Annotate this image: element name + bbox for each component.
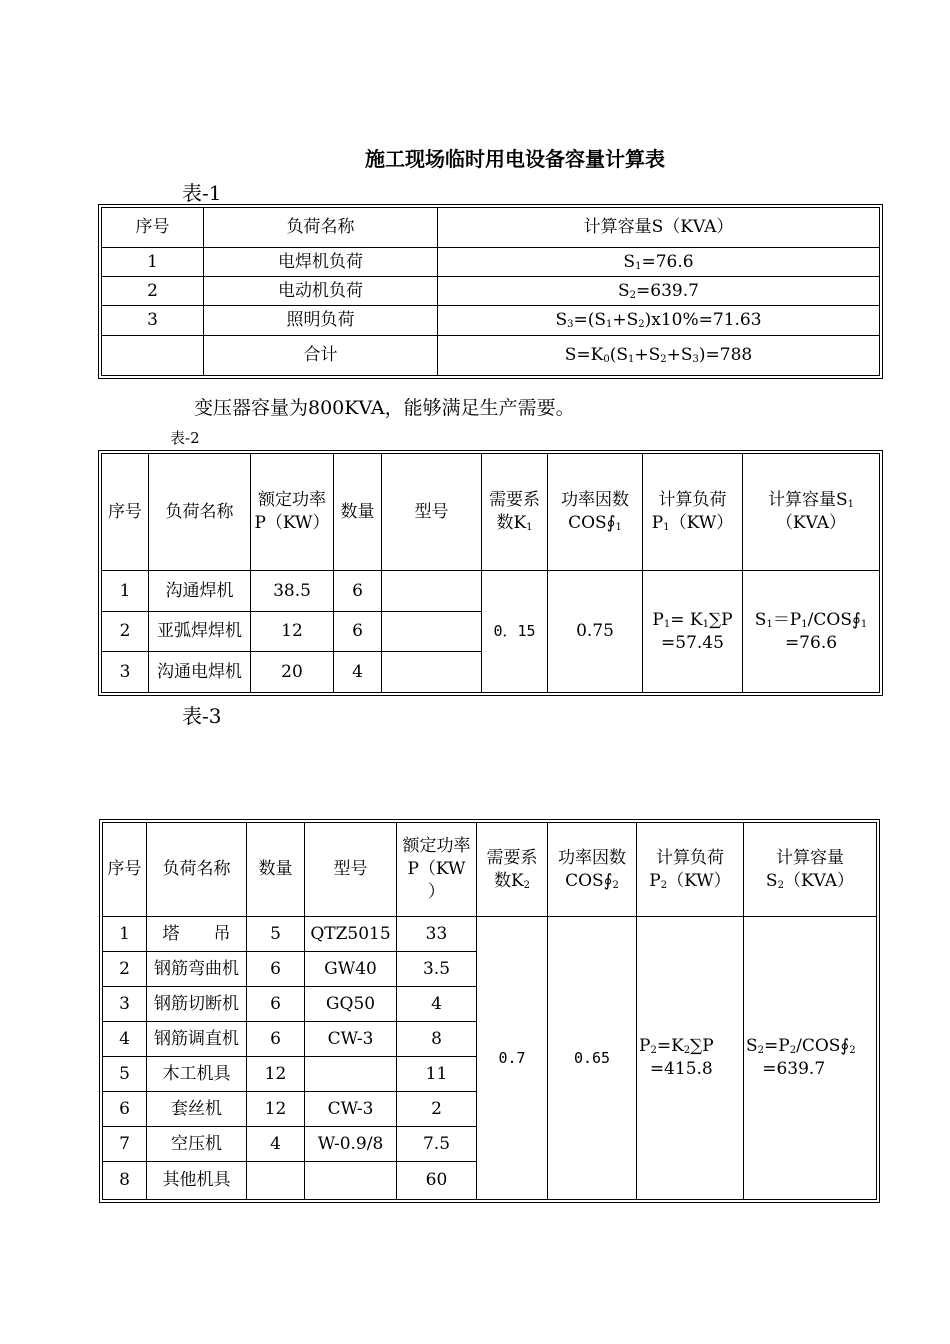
cell-no: 3 — [102, 306, 204, 336]
cell-quantity: 4 — [334, 652, 382, 693]
cell-name: 沟通焊机 — [149, 571, 251, 612]
cell-power: 33 — [397, 917, 477, 952]
cell-power-factor: 0.65 — [548, 917, 637, 1200]
header-quantity: 数量 — [334, 454, 382, 571]
cell-formula: $S_1=76.6$ — [438, 248, 880, 277]
table-2-label: 表-2 — [170, 429, 200, 447]
cell-name: 空压机 — [147, 1127, 247, 1162]
table-row — [102, 248, 880, 277]
cell-no: 7 — [103, 1127, 147, 1162]
cell-no: 1 — [102, 248, 204, 277]
cell-no: 3 — [103, 987, 147, 1022]
header-no: 序号 — [102, 454, 149, 571]
table-row — [103, 917, 877, 952]
cell-no: 1 — [102, 571, 149, 612]
cell-quantity: 5 — [247, 917, 305, 952]
cell-name: 其他机具 — [147, 1162, 247, 1200]
cell-model — [382, 652, 482, 693]
cell-power: 7.5 — [397, 1127, 477, 1162]
cell-power: 3.5 — [397, 952, 477, 987]
cell-model — [382, 612, 482, 652]
cell-quantity: 12 — [247, 1092, 305, 1127]
cell-power: 12 — [251, 612, 334, 652]
cell-power-factor: 0.75 — [548, 571, 643, 693]
cell-no: 8 — [103, 1162, 147, 1200]
cell-name: 木工机具 — [147, 1057, 247, 1092]
table-row-total — [102, 336, 880, 376]
header-load-name: 负荷名称 — [204, 208, 438, 248]
cell-no: 6 — [103, 1092, 147, 1127]
cell-name: 电焊机负荷 — [204, 248, 438, 277]
header-demand-factor: 需要系 数$K_1$ — [482, 454, 548, 571]
table-row — [102, 571, 880, 612]
cell-name: 合计 — [204, 336, 438, 376]
header-load-name: 负荷名称 — [149, 454, 251, 571]
cell-power: 2 — [397, 1092, 477, 1127]
cell-name: 亚弧焊焊机 — [149, 612, 251, 652]
document-title: 施工现场临时用电设备容量计算表 — [365, 147, 665, 171]
cell-model — [382, 571, 482, 612]
table-3 — [102, 822, 877, 1200]
header-capacity: 计算容量S（KVA） — [438, 208, 880, 248]
table-3-header — [103, 823, 877, 917]
cell-power: 11 — [397, 1057, 477, 1092]
cell-no: 5 — [103, 1057, 147, 1092]
header-model: 型号 — [305, 823, 397, 917]
header-demand-factor: 需要系 数$K_2$ — [477, 823, 548, 917]
header-rated-power: 额定功率 P（KW ） — [397, 823, 477, 917]
header-no: 序号 — [103, 823, 147, 917]
cell-model: QTZ5015 — [305, 917, 397, 952]
cell-name: 钢筋调直机 — [147, 1022, 247, 1057]
cell-calc-load: $P_1= K_1\sum P$ =57.45 — [643, 571, 743, 693]
header-calc-load: 计算负荷 $P_2(KW)$ — [637, 823, 744, 917]
header-power-factor: 功率因数 $COS∮_1$ — [548, 454, 643, 571]
cell-model: CW-3 — [305, 1022, 397, 1057]
cell-no: 3 — [102, 652, 149, 693]
table-2 — [101, 453, 880, 693]
table-1 — [101, 207, 880, 376]
cell-quantity: 6 — [247, 987, 305, 1022]
cell-calc-capacity: $S_1=P_1/COS∮_1$ =76.6 — [743, 571, 880, 693]
cell-power: 38.5 — [251, 571, 334, 612]
cell-no: 4 — [103, 1022, 147, 1057]
header-power-factor: 功率因数 $COS∮_2$ — [548, 823, 637, 917]
table-3-label: 表-3 — [182, 704, 222, 728]
cell-model: GQ50 — [305, 987, 397, 1022]
cell-no: 2 — [103, 952, 147, 987]
table-row — [102, 277, 880, 306]
cell-demand-factor: 0．15 — [482, 571, 548, 693]
cell-name: 沟通电焊机 — [149, 652, 251, 693]
cell-quantity: 4 — [247, 1127, 305, 1162]
table-1-label: 表-1 — [182, 181, 222, 205]
cell-power: 60 — [397, 1162, 477, 1200]
cell-quantity: 6 — [334, 571, 382, 612]
cell-power: 4 — [397, 987, 477, 1022]
cell-name: 塔 吊 — [147, 917, 247, 952]
cell-power: 20 — [251, 652, 334, 693]
cell-formula: $S=K_0(S_1+S_2+S_3)=788$ — [438, 336, 880, 376]
cell-calc-capacity: $S_2=P_2/COS∮_2$ =639.7 — [744, 917, 877, 1200]
header-no: 序号 — [102, 208, 204, 248]
cell-no: 2 — [102, 612, 149, 652]
table-1-header — [102, 208, 880, 248]
cell-quantity: 6 — [247, 1022, 305, 1057]
cell-formula: $S_3=(S_1+S_2)x10\%=71.63$ — [438, 306, 880, 336]
transformer-note: 变压器容量为800KVA，能够满足生产需要。 — [194, 397, 575, 419]
cell-model: W-0.9/8 — [305, 1127, 397, 1162]
cell-model: GW40 — [305, 952, 397, 987]
cell-quantity: 6 — [247, 952, 305, 987]
cell-no: 1 — [103, 917, 147, 952]
table-2-header — [102, 454, 880, 571]
cell-name: 电动机负荷 — [204, 277, 438, 306]
cell-model — [305, 1057, 397, 1092]
cell-name: 套丝机 — [147, 1092, 247, 1127]
cell-demand-factor: 0.7 — [477, 917, 548, 1200]
cell-no — [102, 336, 204, 376]
cell-calc-load: $P_2=K_2\sum P$ =415.8 — [637, 917, 744, 1200]
cell-model: CW-3 — [305, 1092, 397, 1127]
cell-name: 照明负荷 — [204, 306, 438, 336]
table-row — [102, 306, 880, 336]
cell-quantity: 12 — [247, 1057, 305, 1092]
cell-quantity — [247, 1162, 305, 1200]
cell-formula: $S_2=639.7$ — [438, 277, 880, 306]
header-quantity: 数量 — [247, 823, 305, 917]
header-rated-power: 额定功率 P（KW） — [251, 454, 334, 571]
cell-power: 8 — [397, 1022, 477, 1057]
cell-no: 2 — [102, 277, 204, 306]
header-calc-capacity: 计算容量$S_1$ （KVA） — [743, 454, 880, 571]
header-model: 型号 — [382, 454, 482, 571]
header-calc-load: 计算负荷 $P_1(KW)$ — [643, 454, 743, 571]
header-calc-capacity: 计算容量 $S_2(KVA)$ — [744, 823, 877, 917]
header-load-name: 负荷名称 — [147, 823, 247, 917]
cell-model — [305, 1162, 397, 1200]
cell-name: 钢筋切断机 — [147, 987, 247, 1022]
cell-name: 钢筋弯曲机 — [147, 952, 247, 987]
cell-quantity: 6 — [334, 612, 382, 652]
